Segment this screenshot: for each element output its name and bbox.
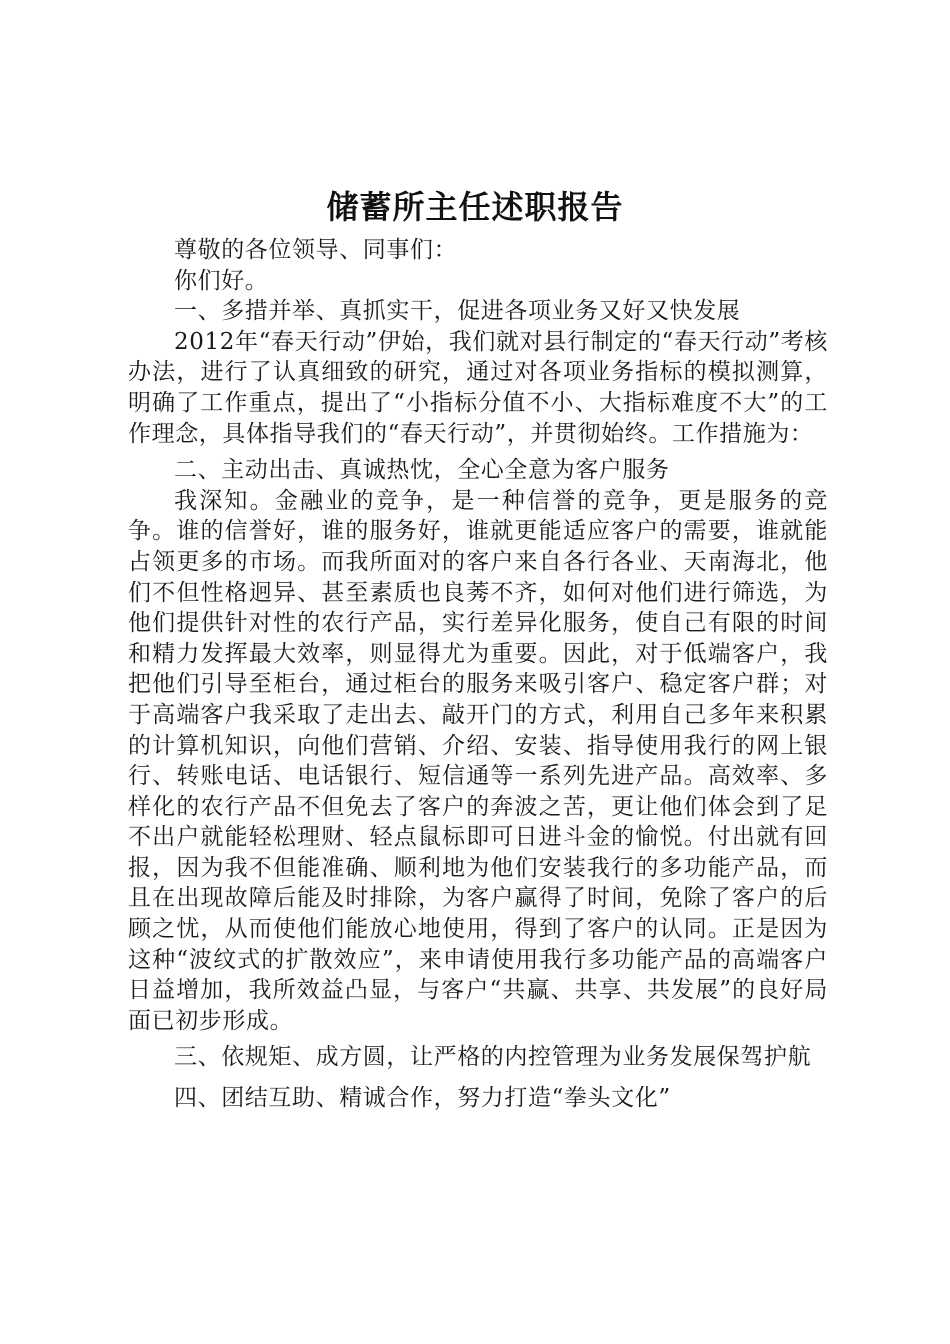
body-paragraph-2: 我深知。金融业的竞争，是一种信誉的竞争，更是服务的竞争。谁的信誉好，谁的服务好，谁就更能适应客户的需要，谁就能占领更多的市场。而我所面对的客户来自各行各业、天南海北，他们不但性格迥异、甚至素质也良莠不齐，如何对他们进行筛选，为他们提供针对性的农行产品，实行差异化服务，使自己有限的时间和精力发挥最大效率，则显得尤为重要。因此，对于低端客户，我把他们引导至柜台，通过柜台的服务来吸引客户、稳定客户群；对于高端客户我采取了走出去、敲开门的方式，利用自己多年来积累的计算机知识，向他们营销、介绍、安装、指导使用我行的网上银行、转账电话、电话银行、短信通等一系列先进产品。高效率、多样化的农行产品不但免去了客户的奔波之苦，更让他们体会到了足不出户就能轻松理财、轻点鼠标即可日进斗金的愉悦。付出就有回报，因为我不但能准确、顺利地为他们安装我行的多功能产品，而且在出现故障后能及时排除，为客户赢得了时间，免除了客户的后顾之忧，从而使他们能放心地使用，得到了客户的认同。正是因为这种“波纹式的扩散效应”，来申请使用我行多功能产品的高端客户日益增加，我所效益凸显，与客户“共赢、共享、共发展”的良好局面已初步形成。: [128, 487, 828, 1034]
body-paragraph-1: 2012年“春天行动”伊始，我们就对县行制定的“春天行动”考核办法，进行了认真细致的研究，通过对各项业务指标的模拟测算，明确了工作重点，提出了“小指标分值不小、大指标难度不大”的工作理念，具体指导我们的“春天行动”，并贯彻始终。工作措施为：: [128, 328, 828, 447]
section-heading-4: 四、团结互助、精诚合作，努力打造“拳头文化”: [174, 1085, 671, 1112]
section-heading-2: 二、主动出击、真诚热忱，全心全意为客户服务: [174, 457, 670, 484]
section-heading-3: 三、依规矩、成方圆，让严格的内控管理为业务发展保驾护航: [174, 1044, 812, 1071]
document-body: [128, 235, 828, 1114]
salutation: 尊敬的各位领导、同事们：: [174, 237, 458, 263]
section-heading-1: 一、多措并举、真抓实干，促进各项业务又好又快发展: [174, 298, 741, 325]
greeting: 你们好。: [174, 267, 269, 294]
document-title: 储蓄所主任述职报告: [326, 188, 624, 226]
